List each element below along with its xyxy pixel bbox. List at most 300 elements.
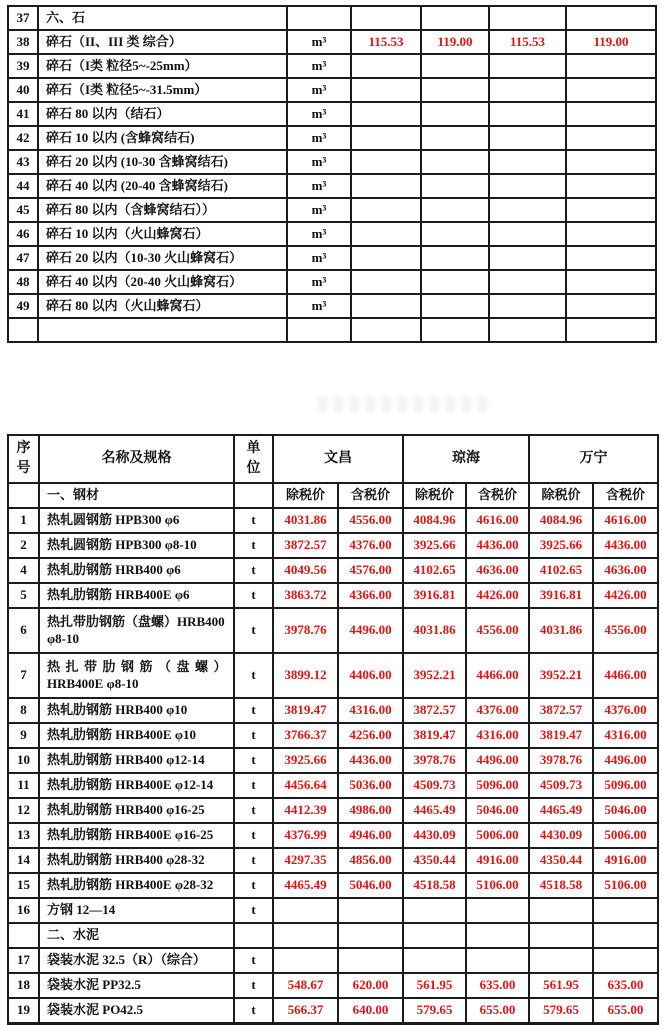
price-cell: 4316.00 <box>593 723 658 748</box>
price-cell <box>351 54 421 78</box>
unit-cell: m³ <box>287 222 351 246</box>
unit-cell: t <box>234 558 273 583</box>
price-cell <box>489 174 566 198</box>
price-cell: 640.00 <box>338 998 403 1023</box>
price-cell: 5046.00 <box>593 798 658 823</box>
unit-cell: t <box>234 533 273 558</box>
row-number-cell: 4 <box>8 558 39 583</box>
price-cell <box>421 174 489 198</box>
item-name-cell: 热轧肋钢筋 HRB400 φ28-32 <box>39 848 234 873</box>
price-cell: 4518.58 <box>403 873 466 898</box>
row-number-cell: 1 <box>8 508 39 533</box>
item-name-cell: 袋装水泥 32.5（R）（综合） <box>39 948 234 973</box>
price-cell <box>566 102 656 126</box>
price-cell <box>489 222 566 246</box>
price-cell <box>593 948 658 973</box>
price-cell <box>566 150 656 174</box>
price-cell: 579.65 <box>529 998 593 1023</box>
item-name-cell: 热轧肋钢筋 HRB400 φ16-25 <box>39 798 234 823</box>
price-cell <box>338 948 403 973</box>
price-cell: 4509.73 <box>529 773 593 798</box>
row-number-cell: 17 <box>8 948 39 973</box>
price-cell: 4946.00 <box>338 823 403 848</box>
unit-cell: t <box>234 583 273 608</box>
price-cell: 3925.66 <box>273 748 338 773</box>
price-cell <box>421 6 489 30</box>
price-cell: 5096.00 <box>593 773 658 798</box>
price-cell: 561.95 <box>403 973 466 998</box>
item-name-cell: 碎石 20 以内（10-30 火山蜂窝石） <box>38 246 287 270</box>
unit-cell: m³ <box>287 30 351 54</box>
unit-cell: t <box>234 798 273 823</box>
section-row <box>8 923 658 948</box>
table-row <box>8 973 658 998</box>
price-cell: 5106.00 <box>466 873 529 898</box>
price-cell <box>338 898 403 923</box>
price-cell: 3925.66 <box>403 533 466 558</box>
price-cell: 115.53 <box>489 30 566 54</box>
price-cell <box>351 6 421 30</box>
price-cell: 4576.00 <box>338 558 403 583</box>
item-name-cell: 热扎带肋钢筋（盘螺） HRB400E φ8-10 <box>39 653 234 698</box>
price-cell: 4430.09 <box>529 823 593 848</box>
price-cell <box>403 923 466 948</box>
unit-cell: t <box>234 948 273 973</box>
price-cell <box>351 270 421 294</box>
price-cell: 4916.00 <box>466 848 529 873</box>
item-name-cell: 热轧肋钢筋 HRB400 φ10 <box>39 698 234 723</box>
price-cell <box>421 102 489 126</box>
table-row <box>8 294 656 318</box>
item-name-cell: 方钢 12—14 <box>39 898 234 923</box>
table-row <box>8 998 658 1023</box>
item-name-cell: 碎石（I类 粒径5~-25mm） <box>38 54 287 78</box>
price-cell <box>421 318 489 342</box>
price-cell <box>421 198 489 222</box>
row-number-cell <box>8 923 39 948</box>
price-cell: 4518.58 <box>529 873 593 898</box>
price-cell: 579.65 <box>403 998 466 1023</box>
price-cell: 4376.00 <box>593 698 658 723</box>
row-number-cell: 11 <box>8 773 39 798</box>
col-header-city-wanning: 万宁 <box>529 435 658 483</box>
price-cell <box>466 898 529 923</box>
price-cell: 4636.00 <box>466 558 529 583</box>
price-cell: 4316.00 <box>466 723 529 748</box>
price-cell <box>566 6 656 30</box>
price-cell <box>421 54 489 78</box>
price-cell: 4297.35 <box>273 848 338 873</box>
row-number-cell: 19 <box>8 998 39 1023</box>
price-cell: 4556.00 <box>338 508 403 533</box>
price-cell: 4556.00 <box>466 608 529 653</box>
price-cell: 3978.76 <box>273 608 338 653</box>
price-cell: 4496.00 <box>466 748 529 773</box>
table-row <box>8 198 656 222</box>
price-cell: 3978.76 <box>403 748 466 773</box>
unit-cell: m³ <box>287 246 351 270</box>
table-row <box>8 318 656 342</box>
item-name-cell: 碎石 80 以内（含蜂窝结石）） <box>38 198 287 222</box>
price-cell: 4916.00 <box>593 848 658 873</box>
price-cell <box>489 126 566 150</box>
row-number-cell: 12 <box>8 798 39 823</box>
item-name-cell: 二、水泥 <box>39 923 234 948</box>
table-row <box>8 30 656 54</box>
row-number-cell: 9 <box>8 723 39 748</box>
unit-cell <box>234 923 273 948</box>
price-cell <box>421 78 489 102</box>
price-cell: 4256.00 <box>338 723 403 748</box>
row-number-cell <box>8 318 38 342</box>
row-number-cell: 48 <box>8 270 38 294</box>
row-number-cell: 10 <box>8 748 39 773</box>
row-number-cell: 43 <box>8 150 38 174</box>
unit-cell: m³ <box>287 54 351 78</box>
price-cell: 4456.64 <box>273 773 338 798</box>
price-cell: 3952.21 <box>403 653 466 698</box>
price-cell: 4412.39 <box>273 798 338 823</box>
price-cell: 4031.86 <box>529 608 593 653</box>
unit-cell <box>234 483 273 508</box>
price-cell: 4465.49 <box>403 798 466 823</box>
price-cell <box>421 294 489 318</box>
price-cell <box>529 923 593 948</box>
table-row <box>8 174 656 198</box>
unit-cell: t <box>234 508 273 533</box>
price-cell <box>566 78 656 102</box>
price-cell: 4426.00 <box>593 583 658 608</box>
price-cell <box>566 126 656 150</box>
price-cell: 3863.72 <box>273 583 338 608</box>
price-cell <box>351 174 421 198</box>
col-header-city-wenchang: 文昌 <box>273 435 403 483</box>
unit-cell: t <box>234 698 273 723</box>
price-cell: 548.67 <box>273 973 338 998</box>
price-cell: 4366.00 <box>338 583 403 608</box>
price-type-label-cell: 除税价 <box>273 483 338 508</box>
table-row <box>8 773 658 798</box>
table-row <box>8 873 658 898</box>
price-cell: 4031.86 <box>403 608 466 653</box>
price-cell <box>489 6 566 30</box>
price-cell: 4509.73 <box>403 773 466 798</box>
price-cell: 5096.00 <box>466 773 529 798</box>
price-cell: 3872.57 <box>403 698 466 723</box>
price-cell: 4406.00 <box>338 653 403 698</box>
item-name-cell: 碎石（I类 粒径5~-31.5mm） <box>38 78 287 102</box>
price-cell: 4049.56 <box>273 558 338 583</box>
row-number-cell: 5 <box>8 583 39 608</box>
stone-price-table <box>7 5 657 343</box>
price-cell <box>421 126 489 150</box>
price-cell: 4466.00 <box>593 653 658 698</box>
price-type-label-cell: 含税价 <box>593 483 658 508</box>
unit-cell: m³ <box>287 270 351 294</box>
header-row <box>8 435 658 483</box>
unit-cell: m³ <box>287 78 351 102</box>
unit-cell <box>287 6 351 30</box>
price-cell: 5006.00 <box>593 823 658 848</box>
price-cell: 4350.44 <box>403 848 466 873</box>
price-cell: 5046.00 <box>338 873 403 898</box>
section-row <box>8 6 656 30</box>
price-cell: 4465.49 <box>273 873 338 898</box>
item-name-cell: 热轧肋钢筋 HRB400E φ6 <box>39 583 234 608</box>
item-name-cell: 热轧圆钢筋 HPB300 φ6 <box>39 508 234 533</box>
price-cell <box>466 948 529 973</box>
price-cell: 119.00 <box>566 30 656 54</box>
price-cell: 4430.09 <box>403 823 466 848</box>
price-cell: 4436.00 <box>593 533 658 558</box>
item-name-cell: 热扎带肋钢筋（盘螺）HRB400 φ8-10 <box>39 608 234 653</box>
price-cell: 4616.00 <box>593 508 658 533</box>
price-cell: 3916.81 <box>529 583 593 608</box>
row-number-cell: 38 <box>8 30 38 54</box>
price-cell: 4376.00 <box>338 533 403 558</box>
unit-cell: t <box>234 898 273 923</box>
item-name-cell: 碎石 10 以内 (含蜂窝结石) <box>38 126 287 150</box>
row-number-cell: 18 <box>8 973 39 998</box>
row-number-cell: 47 <box>8 246 38 270</box>
row-number-cell: 42 <box>8 126 38 150</box>
price-cell: 3916.81 <box>403 583 466 608</box>
item-name-cell: 袋装水泥 PO42.5 <box>39 998 234 1023</box>
price-cell <box>421 246 489 270</box>
price-cell: 3978.76 <box>529 748 593 773</box>
price-cell: 4426.00 <box>466 583 529 608</box>
price-cell <box>489 54 566 78</box>
price-cell <box>489 78 566 102</box>
price-cell: 3819.47 <box>403 723 466 748</box>
col-header-city-qionghai: 琼海 <box>403 435 529 483</box>
steel-cement-price-table <box>7 434 659 1025</box>
price-cell <box>566 294 656 318</box>
price-cell: 3872.57 <box>273 533 338 558</box>
price-cell <box>273 923 338 948</box>
row-number-cell: 44 <box>8 174 38 198</box>
price-cell: 3899.12 <box>273 653 338 698</box>
price-cell: 4465.49 <box>529 798 593 823</box>
item-name-cell: 热轧肋钢筋 HRB400 φ6 <box>39 558 234 583</box>
price-cell: 4376.00 <box>466 698 529 723</box>
table-row <box>8 78 656 102</box>
price-cell: 4316.00 <box>338 698 403 723</box>
price-cell: 4102.65 <box>403 558 466 583</box>
price-cell: 115.53 <box>351 30 421 54</box>
unit-cell: t <box>234 653 273 698</box>
row-number-cell: 46 <box>8 222 38 246</box>
price-cell: 4436.00 <box>338 748 403 773</box>
table-row <box>8 948 658 973</box>
price-cell <box>489 294 566 318</box>
price-cell <box>566 198 656 222</box>
row-number-cell: 39 <box>8 54 38 78</box>
row-number-cell: 14 <box>8 848 39 873</box>
row-number-cell: 45 <box>8 198 38 222</box>
table-row <box>8 126 656 150</box>
table-row <box>8 608 658 653</box>
item-name-cell: 热轧肋钢筋 HRB400 φ12-14 <box>39 748 234 773</box>
price-cell: 4376.99 <box>273 823 338 848</box>
price-cell: 3766.37 <box>273 723 338 748</box>
price-cell <box>273 898 338 923</box>
price-cell: 566.37 <box>273 998 338 1023</box>
row-number-cell: 37 <box>8 6 38 30</box>
row-number-cell: 40 <box>8 78 38 102</box>
price-cell: 4466.00 <box>466 653 529 698</box>
table-row <box>8 508 658 533</box>
price-cell: 4350.44 <box>529 848 593 873</box>
price-cell: 3925.66 <box>529 533 593 558</box>
item-name-cell: 碎石 10 以内（火山蜂窝石） <box>38 222 287 246</box>
item-name-cell: 六、石 <box>38 6 287 30</box>
price-cell: 4496.00 <box>593 748 658 773</box>
table-row <box>8 723 658 748</box>
table-row <box>8 150 656 174</box>
row-number-cell: 15 <box>8 873 39 898</box>
price-cell: 4084.96 <box>403 508 466 533</box>
unit-cell: m³ <box>287 126 351 150</box>
price-cell: 4986.00 <box>338 798 403 823</box>
price-cell <box>403 898 466 923</box>
price-cell <box>351 294 421 318</box>
item-name-cell: 热轧肋钢筋 HRB400E φ12-14 <box>39 773 234 798</box>
price-cell <box>421 150 489 174</box>
price-cell: 4616.00 <box>466 508 529 533</box>
price-cell: 4496.00 <box>338 608 403 653</box>
item-name-cell: 一、钢材 <box>39 483 234 508</box>
price-type-label-cell: 除税价 <box>403 483 466 508</box>
unit-cell: t <box>234 998 273 1023</box>
price-cell <box>489 246 566 270</box>
price-cell: 4084.96 <box>529 508 593 533</box>
price-cell <box>351 222 421 246</box>
item-name-cell: 热轧肋钢筋 HRB400E φ10 <box>39 723 234 748</box>
row-number-cell: 6 <box>8 608 39 653</box>
item-name-cell: 碎石 80 以内（结石） <box>38 102 287 126</box>
item-name-cell <box>38 318 287 342</box>
table-row <box>8 54 656 78</box>
price-cell <box>489 318 566 342</box>
table-row <box>8 222 656 246</box>
price-cell <box>566 270 656 294</box>
col-header-unit: 单位 <box>234 435 273 483</box>
row-number-cell: 16 <box>8 898 39 923</box>
unit-cell: m³ <box>287 150 351 174</box>
price-cell <box>489 270 566 294</box>
table-row <box>8 823 658 848</box>
table-row <box>8 748 658 773</box>
unit-cell: t <box>234 723 273 748</box>
unit-cell: t <box>234 773 273 798</box>
price-cell: 3819.47 <box>273 698 338 723</box>
price-cell: 4436.00 <box>466 533 529 558</box>
price-cell <box>489 150 566 174</box>
unit-cell: m³ <box>287 102 351 126</box>
price-cell: 561.95 <box>529 973 593 998</box>
price-cell <box>421 270 489 294</box>
table-row <box>8 270 656 294</box>
item-name-cell: 热轧肋钢筋 HRB400E φ28-32 <box>39 873 234 898</box>
price-cell <box>273 948 338 973</box>
price-cell: 119.00 <box>421 30 489 54</box>
table-row <box>8 848 658 873</box>
table-row <box>8 698 658 723</box>
price-cell <box>351 126 421 150</box>
price-cell <box>466 923 529 948</box>
row-number-cell: 7 <box>8 653 39 698</box>
price-cell: 620.00 <box>338 973 403 998</box>
unit-cell <box>287 318 351 342</box>
row-number-cell: 49 <box>8 294 38 318</box>
item-name-cell: 热轧圆钢筋 HPB300 φ8-10 <box>39 533 234 558</box>
unit-cell: m³ <box>287 198 351 222</box>
item-name-cell: 碎石 80 以内（火山蜂窝石） <box>38 294 287 318</box>
price-cell: 4636.00 <box>593 558 658 583</box>
col-header-seq: 序号 <box>8 435 39 483</box>
table-row <box>8 798 658 823</box>
item-name-cell: 碎石 40 以内（20-40 火山蜂窝石） <box>38 270 287 294</box>
price-cell <box>489 102 566 126</box>
table-row <box>8 898 658 923</box>
price-cell: 4031.86 <box>273 508 338 533</box>
price-cell: 5036.00 <box>338 773 403 798</box>
col-header-name-spec: 名称及规格 <box>39 435 234 483</box>
price-type-label-cell: 含税价 <box>466 483 529 508</box>
item-name-cell: 袋装水泥 PP32.5 <box>39 973 234 998</box>
unit-cell: t <box>234 823 273 848</box>
price-cell: 3872.57 <box>529 698 593 723</box>
unit-cell: t <box>234 848 273 873</box>
price-cell <box>351 78 421 102</box>
unit-cell: t <box>234 748 273 773</box>
price-cell: 655.00 <box>466 998 529 1023</box>
faint-watermark <box>318 397 488 412</box>
price-cell: 5006.00 <box>466 823 529 848</box>
price-cell: 4556.00 <box>593 608 658 653</box>
price-cell <box>351 198 421 222</box>
price-cell <box>421 222 489 246</box>
row-number-cell: 2 <box>8 533 39 558</box>
price-cell <box>351 246 421 270</box>
price-cell <box>566 222 656 246</box>
item-name-cell: 碎石（II、III 类 综合） <box>38 30 287 54</box>
price-cell <box>403 948 466 973</box>
row-number-cell: 13 <box>8 823 39 848</box>
unit-cell: t <box>234 608 273 653</box>
price-cell: 3819.47 <box>529 723 593 748</box>
price-cell <box>593 923 658 948</box>
table-row <box>8 533 658 558</box>
row-number-cell <box>8 483 39 508</box>
price-type-label-cell: 含税价 <box>338 483 403 508</box>
price-cell <box>338 923 403 948</box>
unit-cell: t <box>234 973 273 998</box>
table-row <box>8 653 658 698</box>
table-row <box>8 246 656 270</box>
price-cell: 635.00 <box>466 973 529 998</box>
price-cell: 5106.00 <box>593 873 658 898</box>
table-row <box>8 558 658 583</box>
unit-cell: t <box>234 873 273 898</box>
price-cell <box>529 898 593 923</box>
price-cell <box>566 54 656 78</box>
price-cell <box>529 948 593 973</box>
table-row <box>8 102 656 126</box>
row-number-cell: 8 <box>8 698 39 723</box>
item-name-cell: 碎石 20 以内 (10-30 含蜂窝结石) <box>38 150 287 174</box>
